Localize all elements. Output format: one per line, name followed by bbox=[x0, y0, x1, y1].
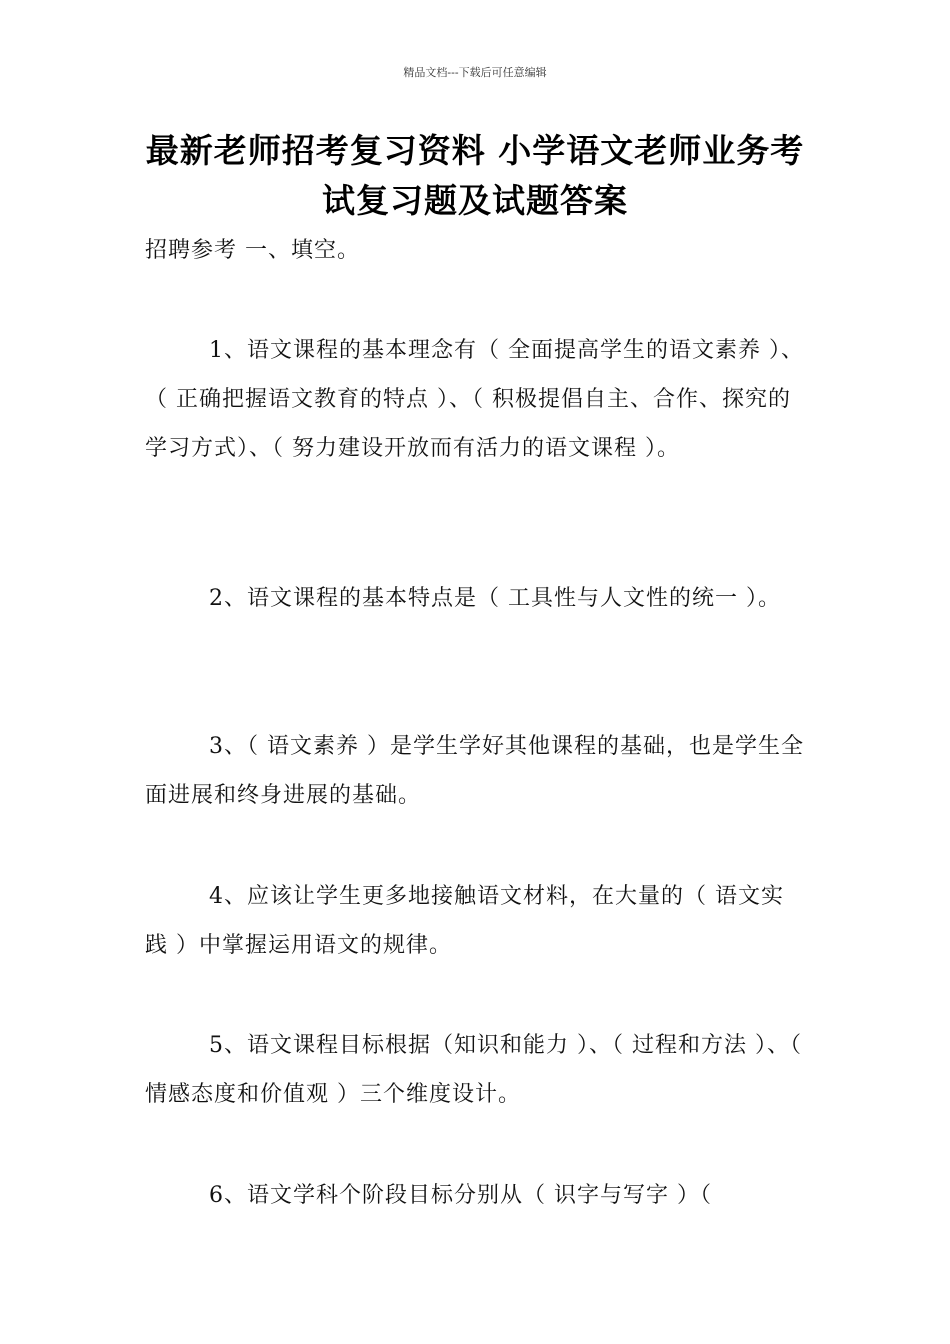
question-3: 3、（ 语文素养 ）是学生学好其他课程的基础，也是学生全面进展和终身进展的基础。 bbox=[145, 734, 804, 808]
question-5: 5、语文课程目标根据（知识和能力 ）、（ 过程和方法 ）、（ 情感态度和价值观 ）三个维度设计。 bbox=[145, 1033, 802, 1107]
header-note: 精品文档---下载后可任意编辑 bbox=[403, 66, 547, 79]
section-subhead: 招聘参考 一、填空。 bbox=[145, 238, 360, 263]
question-2: 2、语文课程的基本特点是（ 工具性与人文性的统一 ）。 bbox=[209, 586, 781, 611]
question-1: 1、语文课程的基本理念有（ 全面提高学生的语文素养 ）、（ 正确把握语文教育的特点 ）、（ 积极提倡自主、合作、探究的学习方式）、（ 努力建设开放而有活力的语文课程 ）。 bbox=[145, 338, 804, 461]
document-title: 最新老师招考复习资料 小学语文老师业务考试复习题及试题答案 bbox=[145, 131, 805, 220]
question-4: 4、应该让学生更多地接触语文材料，在大量的（ 语文实践 ）中掌握运用语文的规律。 bbox=[145, 884, 784, 958]
question-6: 6、语文学科个阶段目标分别从（ 识字与写字 ）（ bbox=[209, 1183, 712, 1208]
